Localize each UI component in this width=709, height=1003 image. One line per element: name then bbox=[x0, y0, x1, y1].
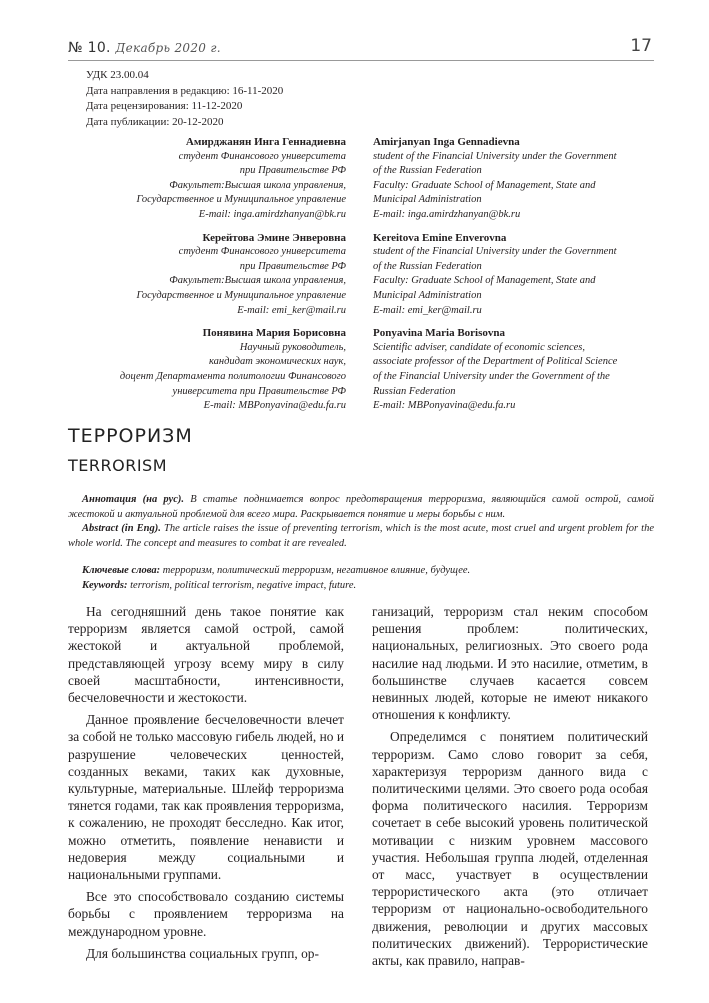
author-name: Kereitova Emine Enverovna bbox=[373, 231, 507, 244]
author-line: student of the Financial University under the Government bbox=[373, 150, 617, 162]
author-line: Faculty: Graduate School of Management, State and bbox=[373, 179, 596, 191]
udc-code: УДК 23.00.04 bbox=[86, 69, 149, 81]
author-line: of the Russian Federation bbox=[373, 165, 482, 177]
issue-number: № 10. bbox=[68, 40, 111, 56]
author-line: кандидат экономических наук, bbox=[209, 356, 346, 368]
author-line: студент Финансового университета bbox=[178, 150, 346, 162]
body-paragraph: Все это способствовало созданию системы борьбы с проявлением терроризма на международном уровне. bbox=[68, 889, 344, 939]
abstract-russian bbox=[68, 493, 654, 522]
body-column-left bbox=[68, 603, 344, 967]
reviewed-date: Дата рецензирования: 11-12-2020 bbox=[86, 100, 243, 112]
body-paragraph: Для большинства социальных групп, ор- bbox=[86, 945, 319, 961]
author-block bbox=[373, 135, 663, 223]
author-line: Scientific adviser, candidate of economic sciences, bbox=[373, 341, 585, 353]
authors-english bbox=[373, 135, 663, 422]
author-name: Понявина Мария Борисовна bbox=[202, 327, 346, 340]
author-block bbox=[373, 326, 663, 414]
author-line: Государственное и Муниципальное управление bbox=[136, 194, 346, 206]
keywords bbox=[68, 564, 654, 593]
author-line: student of the Financial University under the Government bbox=[373, 246, 617, 258]
issue-date: Декабрь 2020 г. bbox=[115, 41, 221, 55]
abstract-ru-text: В статье поднимается вопрос предотвращения терроризма, являющийся самой острой, самой жестокой и актуальной проблемой для всего мира. Раскрывается понятие и меры борьбы с ним. bbox=[68, 494, 654, 520]
author-line: при Правительстве РФ bbox=[239, 165, 346, 177]
author-line: Научный руководитель, bbox=[239, 341, 346, 353]
author-email: E-mail: inga.amirdzhanyan@bk.ru bbox=[198, 208, 346, 220]
author-block bbox=[56, 231, 346, 319]
abstract-english bbox=[68, 522, 654, 551]
body-paragraph: ганизаций, терроризм стал неким способом решения проблем: политических, национальных, религиозных. Это своего рода насилие над людьми. И это насилие, отметим, в большинстве случаев касается совсем невинных людей, которые не имеют никакого отношения к конфликту. bbox=[372, 604, 648, 723]
author-line: Faculty: Graduate School of Management, State and bbox=[373, 275, 596, 287]
published-date: Дата публикации: 20-12-2020 bbox=[86, 115, 224, 128]
author-block bbox=[56, 135, 346, 223]
author-name: Керейтова Эмине Энверовна bbox=[202, 231, 346, 244]
author-block bbox=[56, 326, 346, 414]
body-column-right bbox=[372, 603, 648, 974]
author-line: of the Russian Federation bbox=[373, 260, 482, 272]
author-line: студент Финансового университета bbox=[178, 246, 346, 258]
keywords-en-label: Keywords: bbox=[82, 579, 128, 591]
author-line: Факультет:Высшая школа управления, bbox=[169, 275, 346, 287]
keywords-ru-label: Ключевые слова: bbox=[82, 565, 161, 576]
submitted-date: Дата направления в редакцию: 16-11-2020 bbox=[86, 84, 284, 97]
body-paragraph: На сегодняшний день такое понятие как терроризм является самой острой, самой жестокой и актуальной проблемой, представляющей угрозу всему миру в силу своей масштабности, интенсивности, бесчеловечности и жестокости. bbox=[68, 604, 344, 706]
authors-russian bbox=[56, 135, 346, 422]
author-line: Russian Federation bbox=[373, 385, 456, 397]
running-header bbox=[68, 38, 654, 61]
author-name: Амирджанян Инга Геннадиевна bbox=[185, 136, 346, 148]
author-line: Факультет:Высшая школа управления, bbox=[169, 179, 346, 191]
keywords-ru-text: терроризм, политический терроризм, негативное влияние, будущее. bbox=[160, 565, 471, 576]
author-name: Amirjanyan Inga Gennadievna bbox=[373, 136, 520, 148]
page-number: 17 bbox=[630, 36, 652, 56]
author-line: доцент Департамента политологии Финансового bbox=[119, 370, 346, 382]
abstract-ru-label: Аннотация (на рус). bbox=[82, 494, 184, 505]
keywords-russian bbox=[68, 564, 654, 579]
title-english: TERRORISM bbox=[68, 456, 168, 475]
author-line: университета при Правительстве РФ bbox=[172, 385, 346, 397]
author-line: Государственное и Муниципальное управление bbox=[136, 289, 346, 301]
body-paragraph: Данное проявление бесчеловечности влечет за собой не только массовую гибель людей, но и разрушение человеческих ценностей, созданных веками, таких как духовные, культурные, материальные. Шлейф терроризма тянется годами, так как проявления терроризма, к сожалению, не проходят бесследно. Как итог, можно отметить, появление ненависти и недоверия между социальными и национальными группами. bbox=[68, 712, 344, 883]
author-line: Municipal Administration bbox=[373, 289, 482, 301]
author-line: associate professor of the Department of Political Science bbox=[373, 356, 618, 368]
author-email: E-mail: MBPonyavina@edu.fa.ru bbox=[203, 400, 346, 412]
abstract-en-label: Abstract (in Eng). bbox=[82, 523, 161, 534]
keywords-en-text: terrorism, political terrorism, negative impact, future. bbox=[127, 579, 357, 591]
author-line: Municipal Administration bbox=[373, 194, 482, 206]
author-line: при Правительстве РФ bbox=[239, 260, 346, 272]
journal-issue bbox=[68, 40, 221, 56]
title-russian: ТЕРРОРИЗМ bbox=[68, 425, 193, 447]
author-email: E-mail: inga.amirdzhanyan@bk.ru bbox=[373, 208, 521, 220]
abstract bbox=[68, 493, 654, 551]
author-line: of the Financial University under the Government of the bbox=[373, 370, 610, 382]
author-email: E-mail: MBPonyavina@edu.fa.ru bbox=[373, 400, 516, 412]
abstract-en-text: The article raises the issue of preventing terrorism, which is the most acute, most cruel and urgent problem for the whole world. The concept and measures to combat it are revealed. bbox=[68, 523, 654, 549]
author-email: E-mail: emi_ker@mail.ru bbox=[373, 304, 482, 316]
body-paragraph: Определимся с понятием политический терроризм. Само слово говорит за себя, характеризуя терроризм данного вида с политическими целями. Это своего рода особая форма политического насилия. Терроризм сочетает в себе высокий уровень политической мотивации с низким уровнем массового участия. Небольшая группа людей, отделенная от масс, участвует в осуществлении террористического акта (это отличает терроризм от национально-освободительного движения, революции и других массовых политических движений). Террористические акты, как правило, направ- bbox=[372, 729, 648, 969]
author-name: Ponyavina Maria Borisovna bbox=[373, 327, 506, 340]
author-block bbox=[373, 231, 663, 319]
keywords-english bbox=[68, 579, 654, 594]
article-meta bbox=[86, 68, 283, 130]
author-email: E-mail: emi_ker@mail.ru bbox=[237, 304, 346, 316]
